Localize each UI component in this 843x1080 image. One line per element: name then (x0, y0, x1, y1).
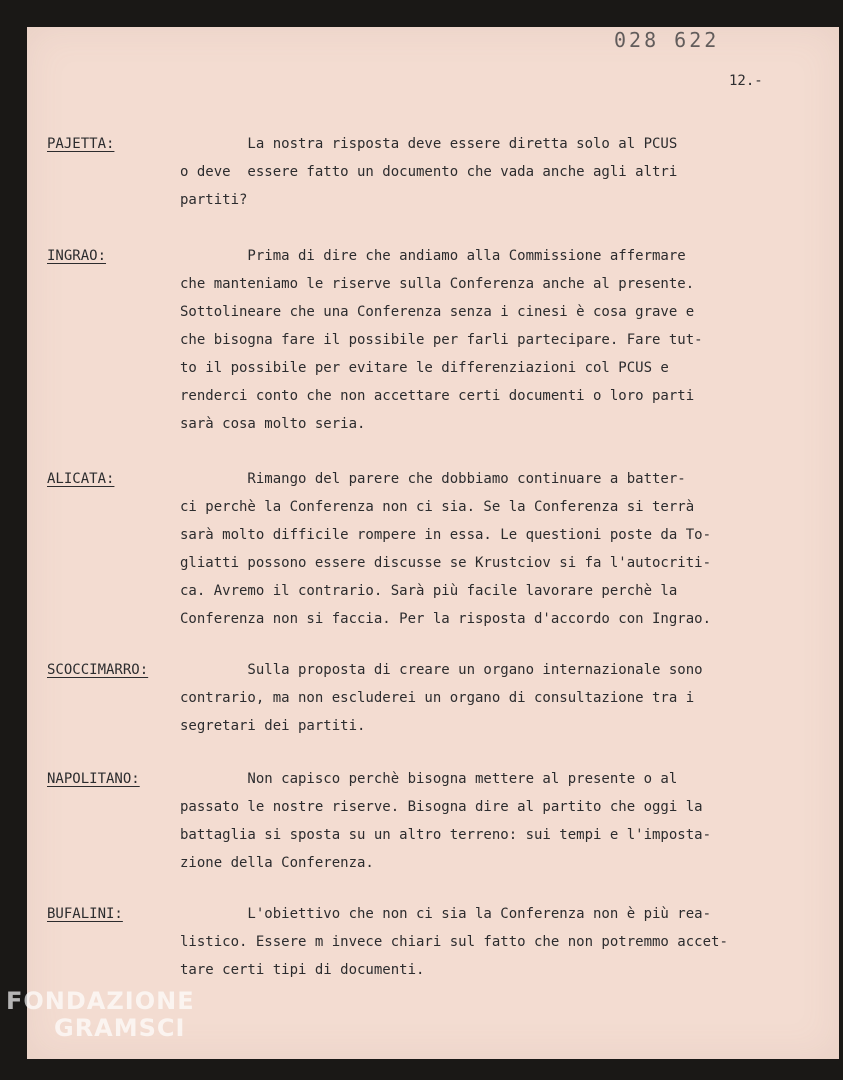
text-line: La nostra risposta deve essere diretta solo al PCUS (180, 136, 678, 152)
page-number: 12.- (729, 73, 763, 89)
text-line: L'obiettivo che non ci sia la Conferenza non è più rea- (180, 906, 712, 922)
watermark-line: FONDAZIONE (6, 987, 195, 1015)
speaker-name: SCOCCIMARRO: (47, 662, 149, 678)
text-line: gliatti possono essere discusse se Krustciov si fa l'autocriti- (180, 555, 712, 571)
text-line: to il possibile per evitare le differenziazioni col PCUS e (180, 360, 669, 376)
text-line: Prima di dire che andiamo alla Commissione affermare (180, 248, 686, 264)
text-line: Rimango del parere che dobbiamo continuare a batter- (180, 471, 686, 487)
text-line: Conferenza non si faccia. Per la risposta d'accordo con Ingrao. (180, 611, 712, 627)
speaker-name: BUFALINI: (47, 906, 123, 922)
text-line: sarà cosa molto seria. (180, 416, 366, 432)
speaker-name: ALICATA: (47, 471, 115, 487)
text-line: Sulla proposta di creare un organo internazionale sono (180, 662, 703, 678)
text-line: che manteniamo le riserve sulla Conferenza anche al presente. (180, 276, 695, 292)
fondazione-gramsci-watermark (6, 988, 195, 1042)
archive-number: 028 622 (614, 28, 720, 52)
text-line: segretari dei partiti. (180, 718, 366, 734)
text-line: ci perchè la Conferenza non ci sia. Se la Conferenza si terrà (180, 499, 695, 515)
text-line: zione della Conferenza. (180, 855, 374, 871)
document-page (27, 27, 839, 1059)
text-line: sarà molto difficile rompere in essa. Le questioni poste da To- (180, 527, 712, 543)
speaker-name: INGRAO: (47, 248, 107, 264)
text-line: renderci conto che non accettare certi documenti o loro parti (180, 388, 695, 404)
text-line: Sottolineare che una Conferenza senza i cinesi è cosa grave e (180, 304, 695, 320)
speaker-name: PAJETTA: (47, 136, 115, 152)
text-line: che bisogna fare il possibile per farli partecipare. Fare tut- (180, 332, 703, 348)
text-line: passato le nostre riserve. Bisogna dire al partito che oggi la (180, 799, 703, 815)
text-line: battaglia si sposta su un altro terreno: sui tempi e l'imposta- (180, 827, 712, 843)
speaker-name: NAPOLITANO: (47, 771, 140, 787)
text-line: Non capisco perchè bisogna mettere al presente o al (180, 771, 678, 787)
text-line: partiti? (180, 192, 248, 208)
text-line: contrario, ma non escluderei un organo di consultazione tra i (180, 690, 695, 706)
text-line: o deve essere fatto un documento che vada anche agli altri (180, 164, 678, 180)
text-line: tare certi tipi di documenti. (180, 962, 425, 978)
text-line: listico. Essere m invece chiari sul fatto che non potremmo accet- (180, 934, 728, 950)
watermark-line: GRAMSCI (54, 1014, 186, 1042)
text-line: ca. Avremo il contrario. Sarà più facile lavorare perchè la (180, 583, 678, 599)
